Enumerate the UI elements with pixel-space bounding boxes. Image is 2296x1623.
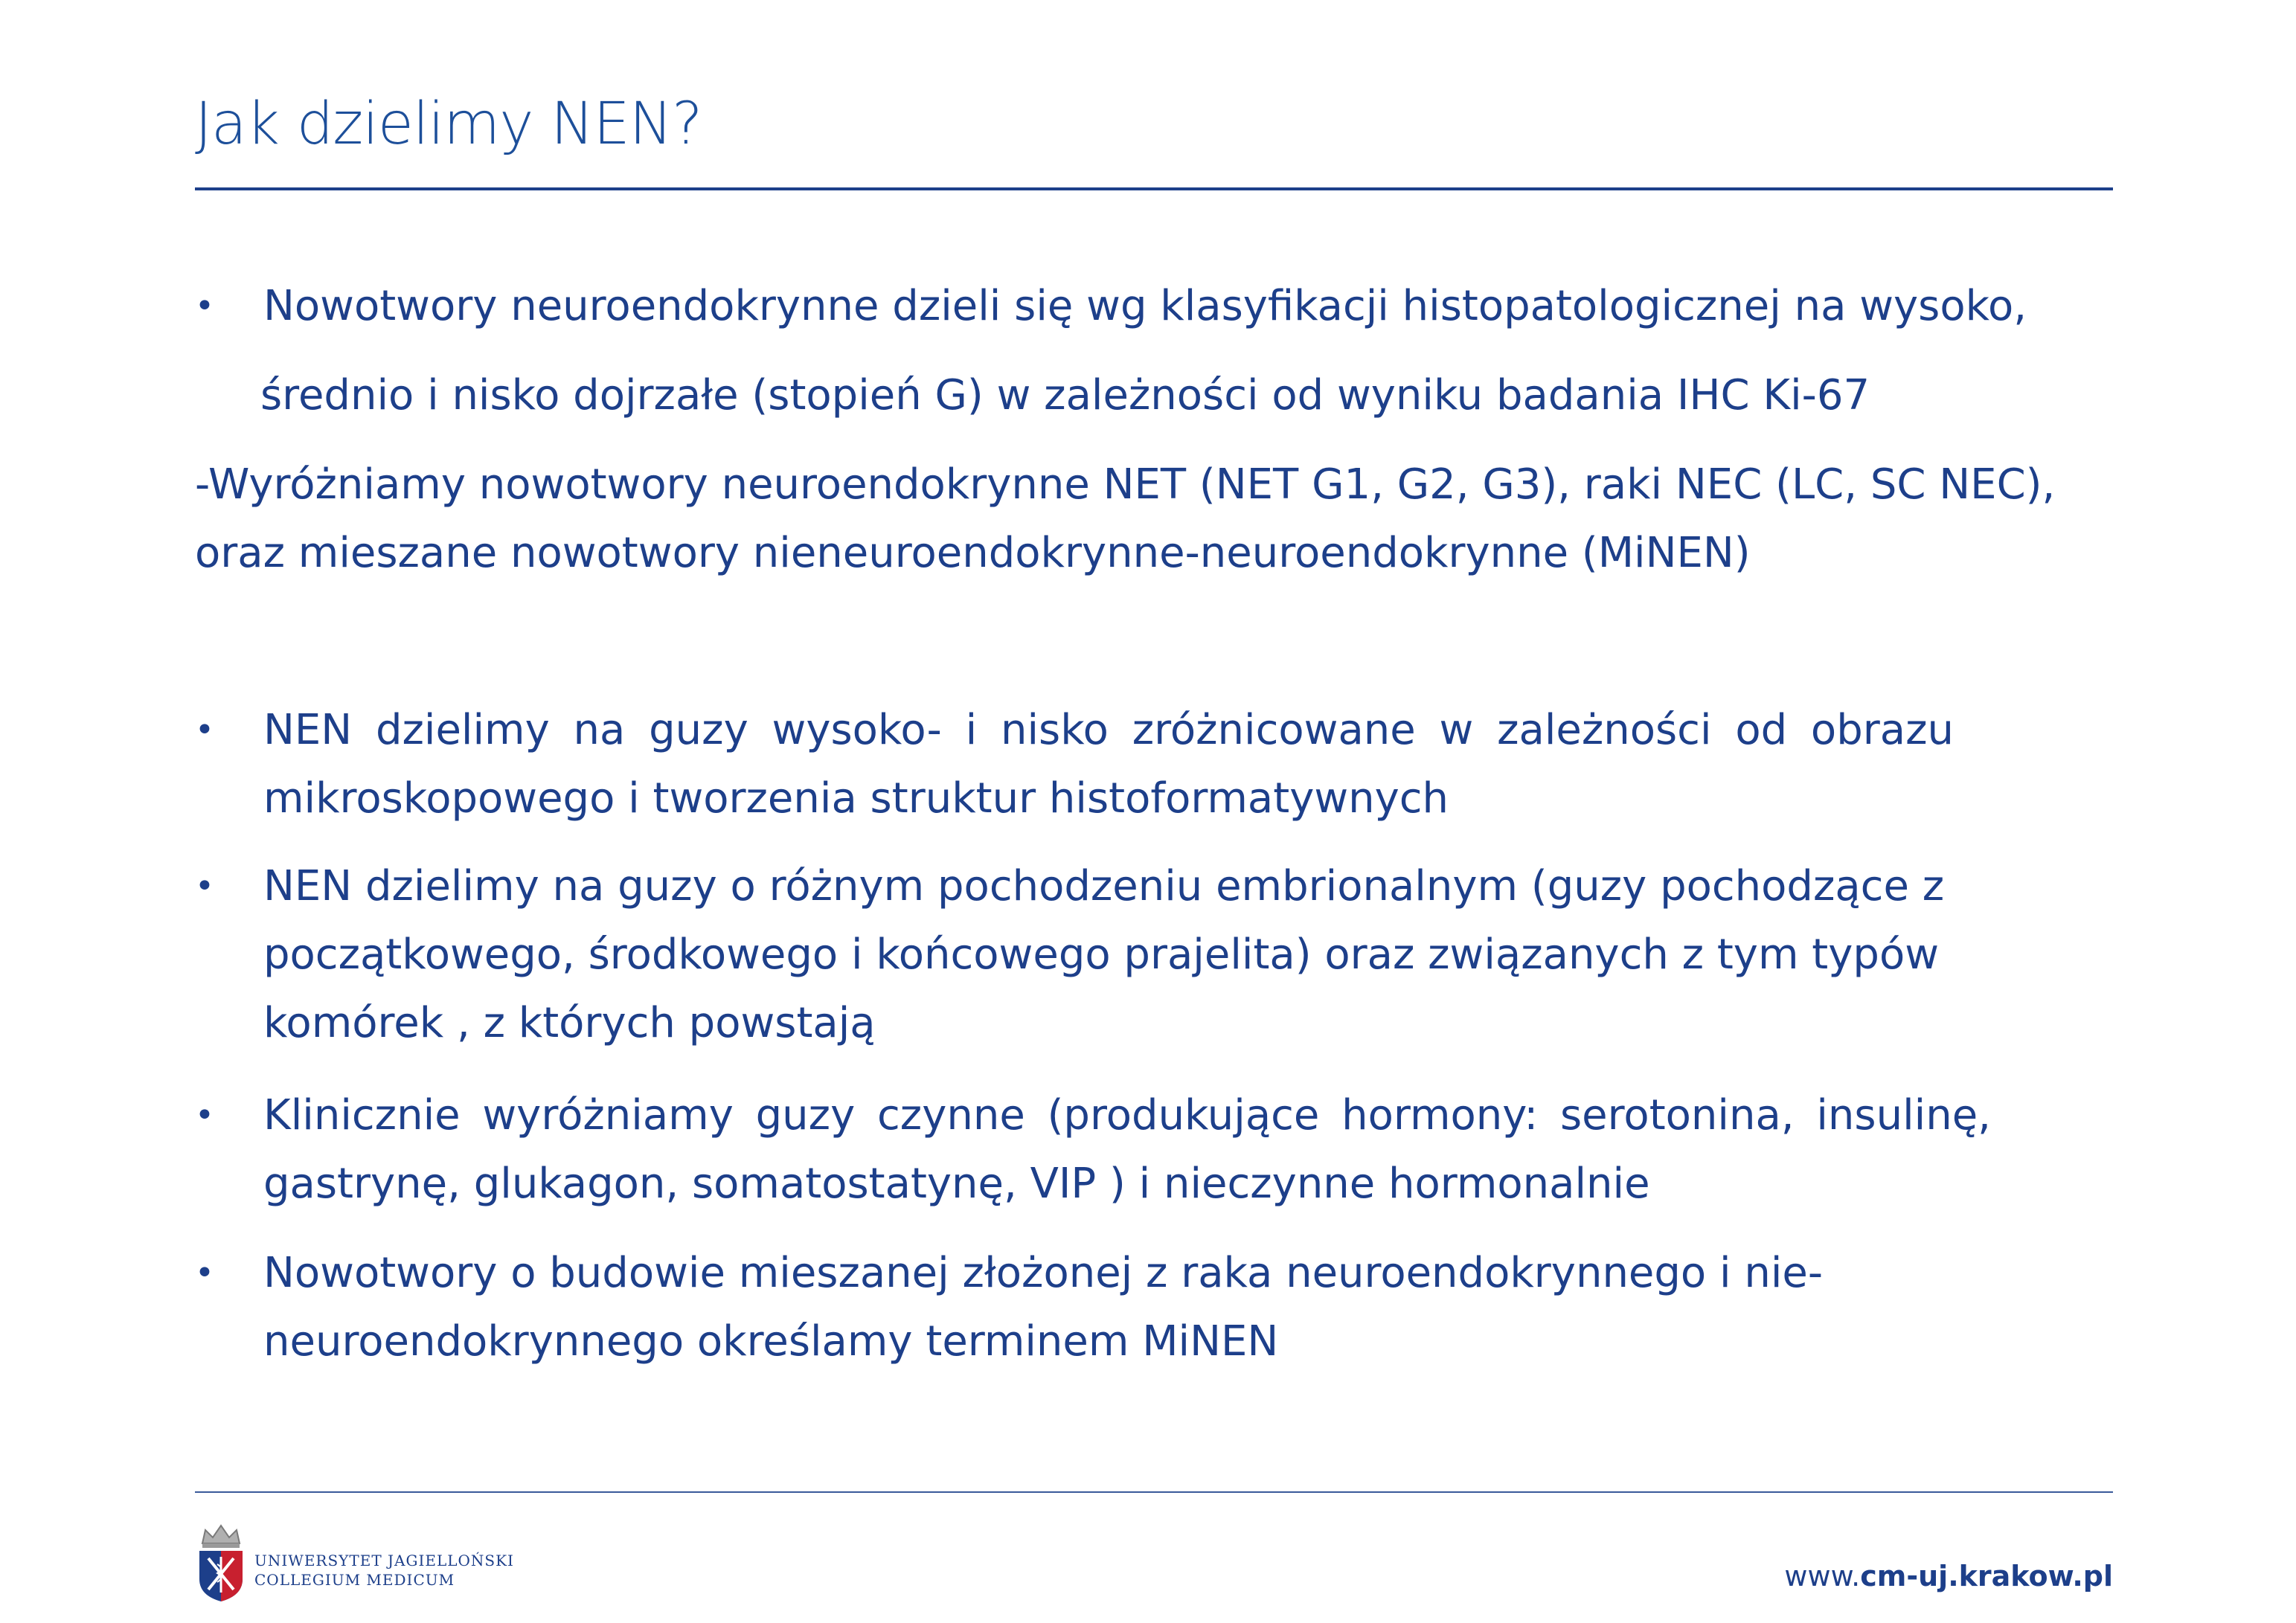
university-crest-icon [195, 1521, 247, 1603]
bullet-marker: • [195, 867, 214, 905]
bullet-marker: • [195, 1096, 214, 1134]
list-item-line: początkowego, środkowego i końcowego prajelita) oraz związanych z tym typów [263, 931, 1940, 979]
intro-line-1: Nowotwory neuroendokrynne dzieli się wg klasyfikacji histopatologicznej na wysoko, [263, 282, 2027, 330]
url-prefix: www. [1784, 1560, 1861, 1593]
university-name-line-2: COLLEGIUM MEDICUM [254, 1571, 455, 1589]
list-item-line: komórek , z których powstają [263, 999, 876, 1047]
title-divider [195, 187, 2113, 190]
bullet-marker: • [195, 711, 214, 749]
url-domain: cm-uj.krakow.pl [1860, 1560, 2113, 1593]
list-item-line: mikroskopowego i tworzenia struktur histoformatywnych [263, 774, 1449, 823]
crown-icon [202, 1526, 240, 1548]
list-item-line: neuroendokrynnego określamy terminem MiNEN [263, 1317, 1279, 1366]
list-item-line: NEN dzielimy na guzy wysoko- i nisko zróżnicowane w zależności od obrazu [263, 706, 1954, 754]
university-name-line-1: UNIWERSYTET JAGIELLOŃSKI [254, 1552, 514, 1569]
website-link[interactable] [1784, 1560, 2113, 1593]
page-title: Jak dzielimy NEN? [195, 91, 702, 158]
intro-line-2: średnio i nisko dojrzałe (stopień G) w zależności od wyniku badania IHC Ki-67 [260, 371, 1870, 420]
bullet-marker: • [195, 287, 214, 325]
footer-divider [195, 1491, 2113, 1493]
dash-line-2: oraz mieszane nowotwory nieneuroendokrynne-neuroendokrynne (MiNEN) [195, 529, 1751, 577]
list-item-line: NEN dzielimy na guzy o różnym pochodzeniu embrionalnym (guzy pochodzące z [263, 862, 1945, 910]
list-item-line: Nowotwory o budowie mieszanej złożonej z raka neuroendokrynnego i nie- [263, 1249, 1824, 1297]
list-item-line: Klinicznie wyróżniamy guzy czynne (produkujące hormony: serotonina, insulinę, [263, 1091, 1991, 1140]
intro-bullet [195, 271, 2100, 450]
list-item-line: gastrynę, glukagon, somatostatynę, VIP ) i nieczynne hormonalnie [263, 1160, 1650, 1208]
bullet-marker: • [195, 1254, 214, 1292]
university-name [254, 1551, 514, 1590]
intro-dash-paragraph [195, 450, 2100, 591]
dash-line-1: -Wyróżniamy nowotwory neuroendokrynne NET (NET G1, G2, G3), raki NEC (LC, SC NEC), [195, 460, 2056, 509]
